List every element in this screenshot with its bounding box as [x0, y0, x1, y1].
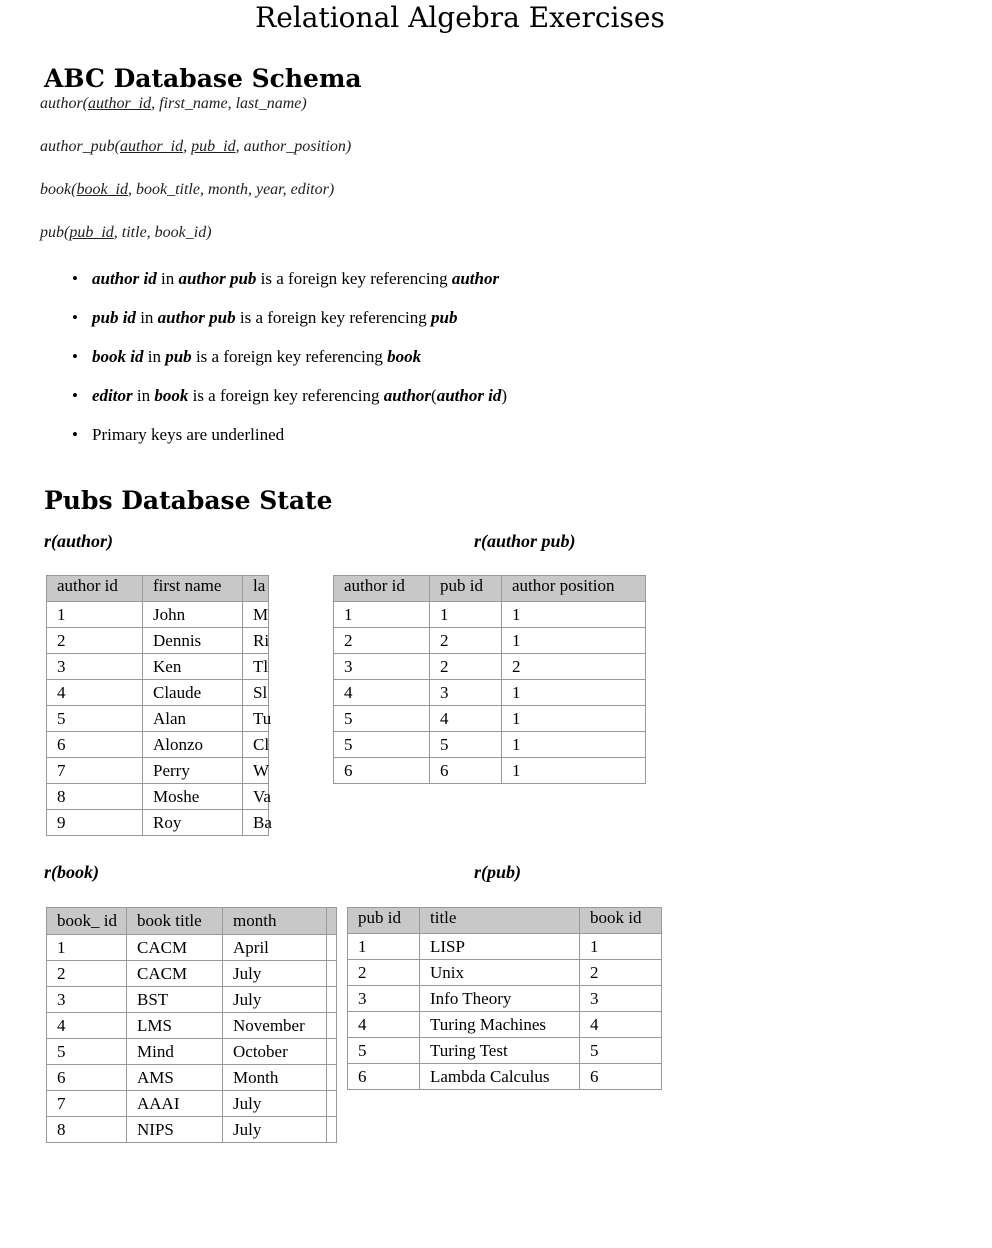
table-cell: Turing Test — [420, 1038, 580, 1064]
column-header: author id — [47, 576, 143, 602]
table-cell: M — [243, 602, 269, 628]
pk-note-bullet: • Primary keys are underlined — [72, 425, 285, 444]
table-cell: 1 — [47, 602, 143, 628]
table-row — [47, 935, 337, 961]
table-cell: 1 — [430, 602, 502, 628]
table-row — [47, 810, 269, 836]
table-cell: 4 — [430, 706, 502, 732]
schema-author: author(author_id, first_name, last_name) — [40, 95, 307, 112]
table-cell: CACM — [127, 961, 223, 987]
table-row — [348, 1038, 662, 1064]
table-cell: 5 — [334, 732, 430, 758]
table-cell: Tu — [243, 706, 269, 732]
table-row — [334, 706, 646, 732]
column-header: title — [420, 908, 580, 934]
primary-key-attribute: book_id — [76, 181, 128, 198]
table-cell: 2 — [334, 628, 430, 654]
table-row — [47, 732, 269, 758]
table-row — [47, 758, 269, 784]
table-cell: AAAI — [127, 1091, 223, 1117]
table-cell: 3 — [580, 986, 662, 1012]
table-cell: Ba — [243, 810, 269, 836]
table-cell: 3 — [348, 986, 420, 1012]
table-cell: 6 — [580, 1064, 662, 1090]
column-header: month — [223, 908, 327, 935]
bullet-term: author id — [92, 269, 157, 288]
column-header — [327, 908, 337, 935]
table-cell: April — [223, 935, 327, 961]
table-cell: 3 — [47, 987, 127, 1013]
bullet-term: pub id — [92, 308, 136, 327]
bullet-text: in — [143, 347, 166, 366]
table-header-row — [334, 576, 646, 602]
primary-key-attribute: author_id — [120, 138, 184, 155]
table-cell: 5 — [430, 732, 502, 758]
column-header: book title — [127, 908, 223, 935]
bullet-text: in — [132, 386, 155, 405]
table-row — [348, 986, 662, 1012]
bullet-term: author — [383, 386, 432, 405]
table-row — [47, 987, 337, 1013]
table-cell: 1 — [580, 934, 662, 960]
bullet-text: ) — [501, 386, 508, 405]
table-row — [47, 628, 269, 654]
attribute: author_position — [243, 138, 346, 155]
attribute: month — [207, 181, 248, 198]
attribute: editor — [290, 181, 329, 198]
table-cell: AMS — [127, 1065, 223, 1091]
state-heading: Pubs Database State — [44, 486, 333, 515]
table-cell: 6 — [430, 758, 502, 784]
table-cell: 5 — [334, 706, 430, 732]
relation-name: author — [40, 95, 83, 112]
table-cell: Dennis — [143, 628, 243, 654]
table-cell: 6 — [348, 1064, 420, 1090]
table-header-row — [348, 908, 662, 934]
table-row — [348, 1064, 662, 1090]
attribute: book_id — [154, 224, 207, 241]
table-row — [47, 1013, 337, 1039]
table-cell: Info Theory — [420, 986, 580, 1012]
table-row — [334, 628, 646, 654]
book-table — [46, 907, 337, 1143]
attribute: first_name — [159, 95, 228, 112]
table-cell: BST — [127, 987, 223, 1013]
primary-key-attribute: pub_id — [191, 138, 236, 155]
column-header: pub id — [430, 576, 502, 602]
page-title: Relational Algebra Exercises — [255, 1, 665, 34]
fk-bullet: • author id in author pub is a foreign key referencing author — [72, 269, 500, 288]
bullet-term: author — [451, 269, 500, 288]
table-cell: 2 — [430, 628, 502, 654]
relation-name: pub — [40, 224, 64, 241]
table-cell: Perry — [143, 758, 243, 784]
table-cell: 1 — [502, 602, 646, 628]
table-cell: W — [243, 758, 269, 784]
book-table-label: r(book) — [44, 862, 99, 882]
bullet-text: is a foreign key referencing — [235, 308, 432, 327]
schema-heading: ABC Database Schema — [44, 64, 362, 93]
table-cell: Lambda Calculus — [420, 1064, 580, 1090]
table-cell: Ken — [143, 654, 243, 680]
column-header: la — [243, 576, 269, 602]
author-table-label: r(author) — [44, 531, 114, 551]
bullet-term: pub — [431, 308, 458, 327]
bullet-text: is a foreign key referencing — [188, 386, 384, 405]
table-cell: 5 — [47, 706, 143, 732]
attribute: last_name — [235, 95, 302, 112]
table-cell: 2 — [580, 960, 662, 986]
table-cell: 4 — [334, 680, 430, 706]
bullet-term: book — [154, 386, 189, 405]
table-cell: Turing Machines — [420, 1012, 580, 1038]
table-cell: Claude — [143, 680, 243, 706]
table-row — [334, 732, 646, 758]
table-cell: 5 — [348, 1038, 420, 1064]
table-row — [47, 1117, 337, 1143]
bullet-text: is a foreign key referencing — [256, 269, 452, 288]
table-row — [47, 784, 269, 810]
table-row — [334, 758, 646, 784]
relation-name: book — [40, 181, 72, 198]
table-cell: 7 — [47, 758, 143, 784]
table-cell — [327, 1065, 337, 1091]
pub-table — [347, 907, 662, 1090]
table-cell — [327, 935, 337, 961]
table-cell: 4 — [47, 1013, 127, 1039]
table-cell: Mind — [127, 1039, 223, 1065]
table-row — [47, 961, 337, 987]
table-cell: 4 — [348, 1012, 420, 1038]
table-cell: 2 — [47, 961, 127, 987]
table-row — [47, 654, 269, 680]
table-cell: 6 — [47, 1065, 127, 1091]
table-cell: 2 — [47, 628, 143, 654]
table-row — [47, 706, 269, 732]
attribute: year — [255, 181, 283, 198]
table-cell — [327, 1013, 337, 1039]
column-header: author id — [334, 576, 430, 602]
table-cell: 3 — [47, 654, 143, 680]
schema-book: book(book_id, book_title, month, year, editor) — [40, 181, 335, 198]
table-cell — [327, 961, 337, 987]
table-cell: Cl — [243, 732, 269, 758]
table-row — [348, 960, 662, 986]
table-cell: 1 — [348, 934, 420, 960]
table-row — [47, 680, 269, 706]
bullet-term: book id — [92, 347, 144, 366]
table-cell — [327, 1117, 337, 1143]
table-cell: 1 — [502, 706, 646, 732]
table-cell: 8 — [47, 784, 143, 810]
column-header: pub id — [348, 908, 420, 934]
table-cell: July — [223, 961, 327, 987]
bullet-text: ( — [431, 386, 437, 405]
author-table — [46, 575, 272, 836]
author-pub-table-label: r(author pub) — [474, 531, 576, 551]
column-header: book_ id — [47, 908, 127, 935]
table-row — [47, 1039, 337, 1065]
column-header: author position — [502, 576, 646, 602]
column-header: first name — [143, 576, 243, 602]
table-cell: LMS — [127, 1013, 223, 1039]
table-row — [47, 1065, 337, 1091]
table-cell: Roy — [143, 810, 243, 836]
fk-bullet: • pub id in author pub is a foreign key referencing pub — [72, 308, 458, 327]
table-cell: Sl — [243, 680, 269, 706]
table-cell: 7 — [47, 1091, 127, 1117]
table-cell: 9 — [47, 810, 143, 836]
table-cell: 1 — [502, 758, 646, 784]
column-header: book id — [580, 908, 662, 934]
bullet-term: author id — [436, 386, 502, 405]
primary-key-attribute: pub_id — [69, 224, 114, 241]
table-cell: 1 — [502, 680, 646, 706]
table-cell: Va — [243, 784, 269, 810]
table-cell: John — [143, 602, 243, 628]
table-cell: July — [223, 1091, 327, 1117]
table-row — [348, 1012, 662, 1038]
table-cell: Ri — [243, 628, 269, 654]
schema-author-pub: author_pub(author_id, pub_id, author_position) — [40, 138, 352, 155]
table-cell: NIPS — [127, 1117, 223, 1143]
table-cell: 1 — [334, 602, 430, 628]
pub-table-label: r(pub) — [474, 862, 522, 882]
bullet-text: is a foreign key referencing — [191, 347, 388, 366]
table-cell: CACM — [127, 935, 223, 961]
fk-bullet: • book id in pub is a foreign key referencing book — [72, 347, 422, 366]
fk-bullet: • editor in book is a foreign key referencing author(author id) — [72, 386, 508, 405]
table-cell: 5 — [580, 1038, 662, 1064]
table-cell: 1 — [502, 628, 646, 654]
table-row — [348, 934, 662, 960]
table-cell: October — [223, 1039, 327, 1065]
table-cell: 2 — [348, 960, 420, 986]
table-cell: Moshe — [143, 784, 243, 810]
attribute: book_title — [135, 181, 200, 198]
attribute: title — [121, 224, 147, 241]
table-row — [47, 602, 269, 628]
table-cell: July — [223, 1117, 327, 1143]
pk-note-text: Primary keys are underlined — [92, 425, 285, 444]
table-cell: 6 — [47, 732, 143, 758]
table-cell: November — [223, 1013, 327, 1039]
author-pub-table — [333, 575, 646, 784]
table-cell: 2 — [502, 654, 646, 680]
bullet-text: in — [135, 308, 158, 327]
table-header-row — [47, 908, 337, 935]
table-row — [334, 654, 646, 680]
table-cell: July — [223, 987, 327, 1013]
table-cell: Tl — [243, 654, 269, 680]
table-cell: LISP — [420, 934, 580, 960]
table-cell: 2 — [430, 654, 502, 680]
bullet-term: author pub — [178, 269, 257, 288]
relation-name: author_pub — [40, 138, 115, 155]
table-cell: 3 — [430, 680, 502, 706]
table-cell: 6 — [334, 758, 430, 784]
bullet-term: pub — [165, 347, 192, 366]
primary-key-attribute: author_id — [88, 95, 152, 112]
table-cell: 1 — [47, 935, 127, 961]
table-cell: Unix — [420, 960, 580, 986]
table-cell: 5 — [47, 1039, 127, 1065]
table-cell: Alan — [143, 706, 243, 732]
table-cell: 4 — [47, 680, 143, 706]
schema-pub: pub(pub_id, title, book_id) — [40, 224, 212, 241]
table-cell: 4 — [580, 1012, 662, 1038]
bullet-term: editor — [92, 386, 133, 405]
table-cell — [327, 1039, 337, 1065]
bullet-text: in — [156, 269, 179, 288]
table-cell: Alonzo — [143, 732, 243, 758]
table-cell: 3 — [334, 654, 430, 680]
table-row — [334, 602, 646, 628]
table-cell: 1 — [502, 732, 646, 758]
table-cell — [327, 1091, 337, 1117]
table-row — [334, 680, 646, 706]
table-row — [47, 1091, 337, 1117]
table-cell: 8 — [47, 1117, 127, 1143]
table-cell — [327, 987, 337, 1013]
table-header-row — [47, 576, 269, 602]
bullet-term: book — [387, 347, 422, 366]
table-cell: Month — [223, 1065, 327, 1091]
bullet-term: author pub — [157, 308, 236, 327]
